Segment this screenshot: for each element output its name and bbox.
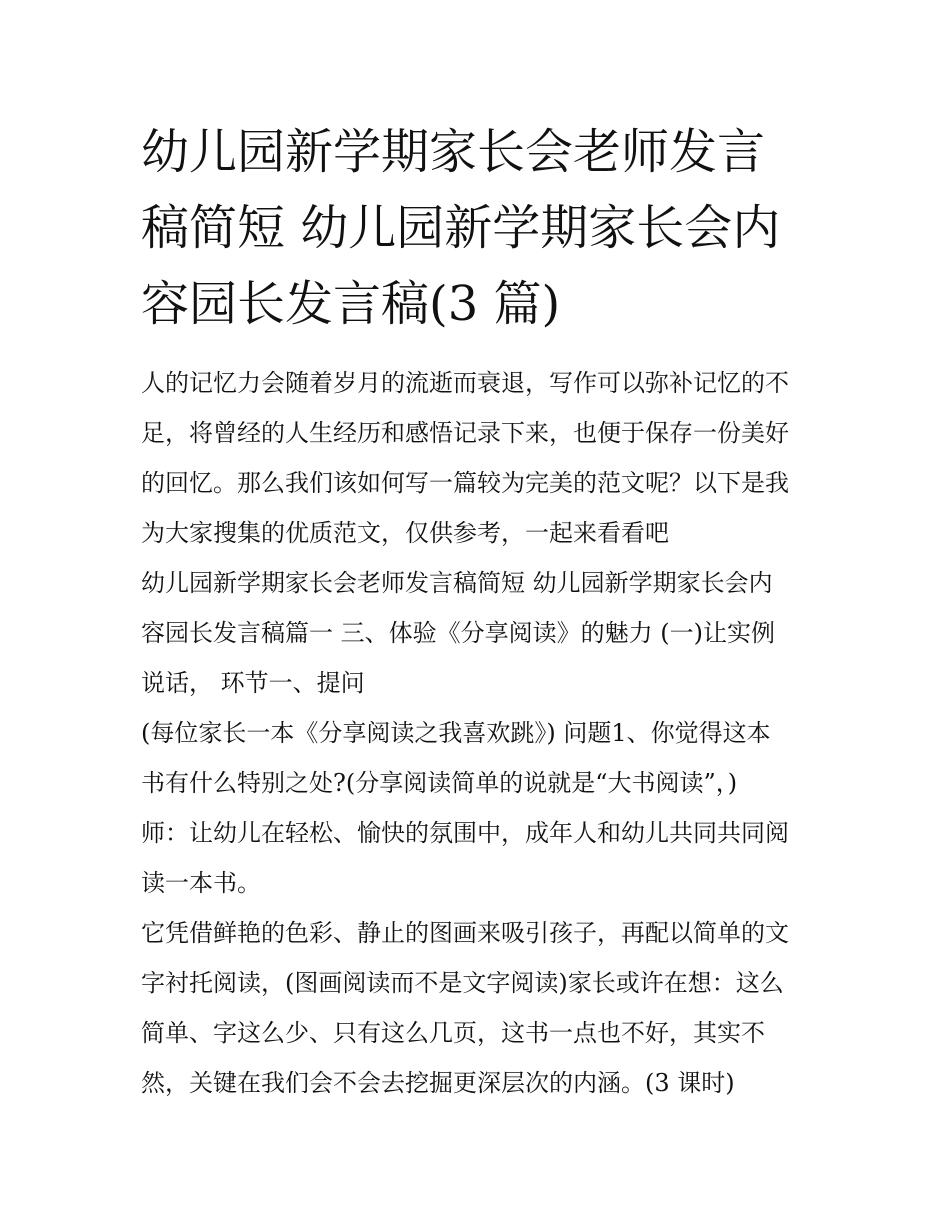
body-paragraph: [141, 558, 821, 708]
text-line: 它凭借鲜艳的色彩、静止的图画来吸引孩子，再配以简单的文: [141, 919, 789, 947]
text-line: 然，关键在我们会不会去挖掘更深层次的内涵。(3 课时): [141, 1069, 735, 1097]
text-line: 书有什么特别之处?(分享阅读简单的说就是“大书阅读”，): [141, 769, 738, 797]
text-line: 的回忆。那么我们该如何写一篇较为完美的范文呢？以下是我: [141, 469, 789, 497]
text-line: 师：让幼儿在轻松、愉快的氛围中，成年人和幼儿共同共同阅: [141, 819, 789, 847]
document-page: [141, 114, 821, 1108]
document-title: [141, 114, 821, 342]
text-line: 说话， 环节一、提问: [141, 669, 365, 697]
body-paragraph: [141, 908, 821, 1108]
title-line: 容园长发言稿(3 篇): [141, 276, 561, 332]
text-line: 人的记忆力会随着岁月的流逝而衰退，写作可以弥补记忆的不: [141, 369, 789, 397]
text-line: 读一本书。: [141, 869, 261, 897]
text-line: 容园长发言稿篇一 三、体验《分享阅读》的魅力 (一)让实例: [141, 619, 775, 647]
intro-paragraph: [141, 358, 821, 558]
body-paragraph: [141, 708, 821, 808]
text-line: 幼儿园新学期家长会老师发言稿简短 幼儿园新学期家长会内: [141, 569, 773, 597]
text-line: 字衬托阅读，(图画阅读而不是文字阅读)家长或许在想：这么: [141, 969, 784, 997]
text-line: 为大家搜集的优质范文，仅供参考，一起来看看吧: [141, 519, 669, 547]
title-line: 幼儿园新学期家长会老师发言: [141, 124, 766, 180]
text-line: (每位家长一本《分享阅读之我喜欢跳》) 问题1、你觉得这本: [141, 719, 771, 747]
body-paragraph: [141, 808, 821, 908]
title-line: 稿简短 幼儿园新学期家长会内: [141, 200, 781, 256]
text-line: 简单、字这么少、只有这么几页，这书一点也不好，其实不: [141, 1019, 765, 1047]
text-line: 足，将曾经的人生经历和感悟记录下来，也便于保存一份美好: [141, 419, 789, 447]
